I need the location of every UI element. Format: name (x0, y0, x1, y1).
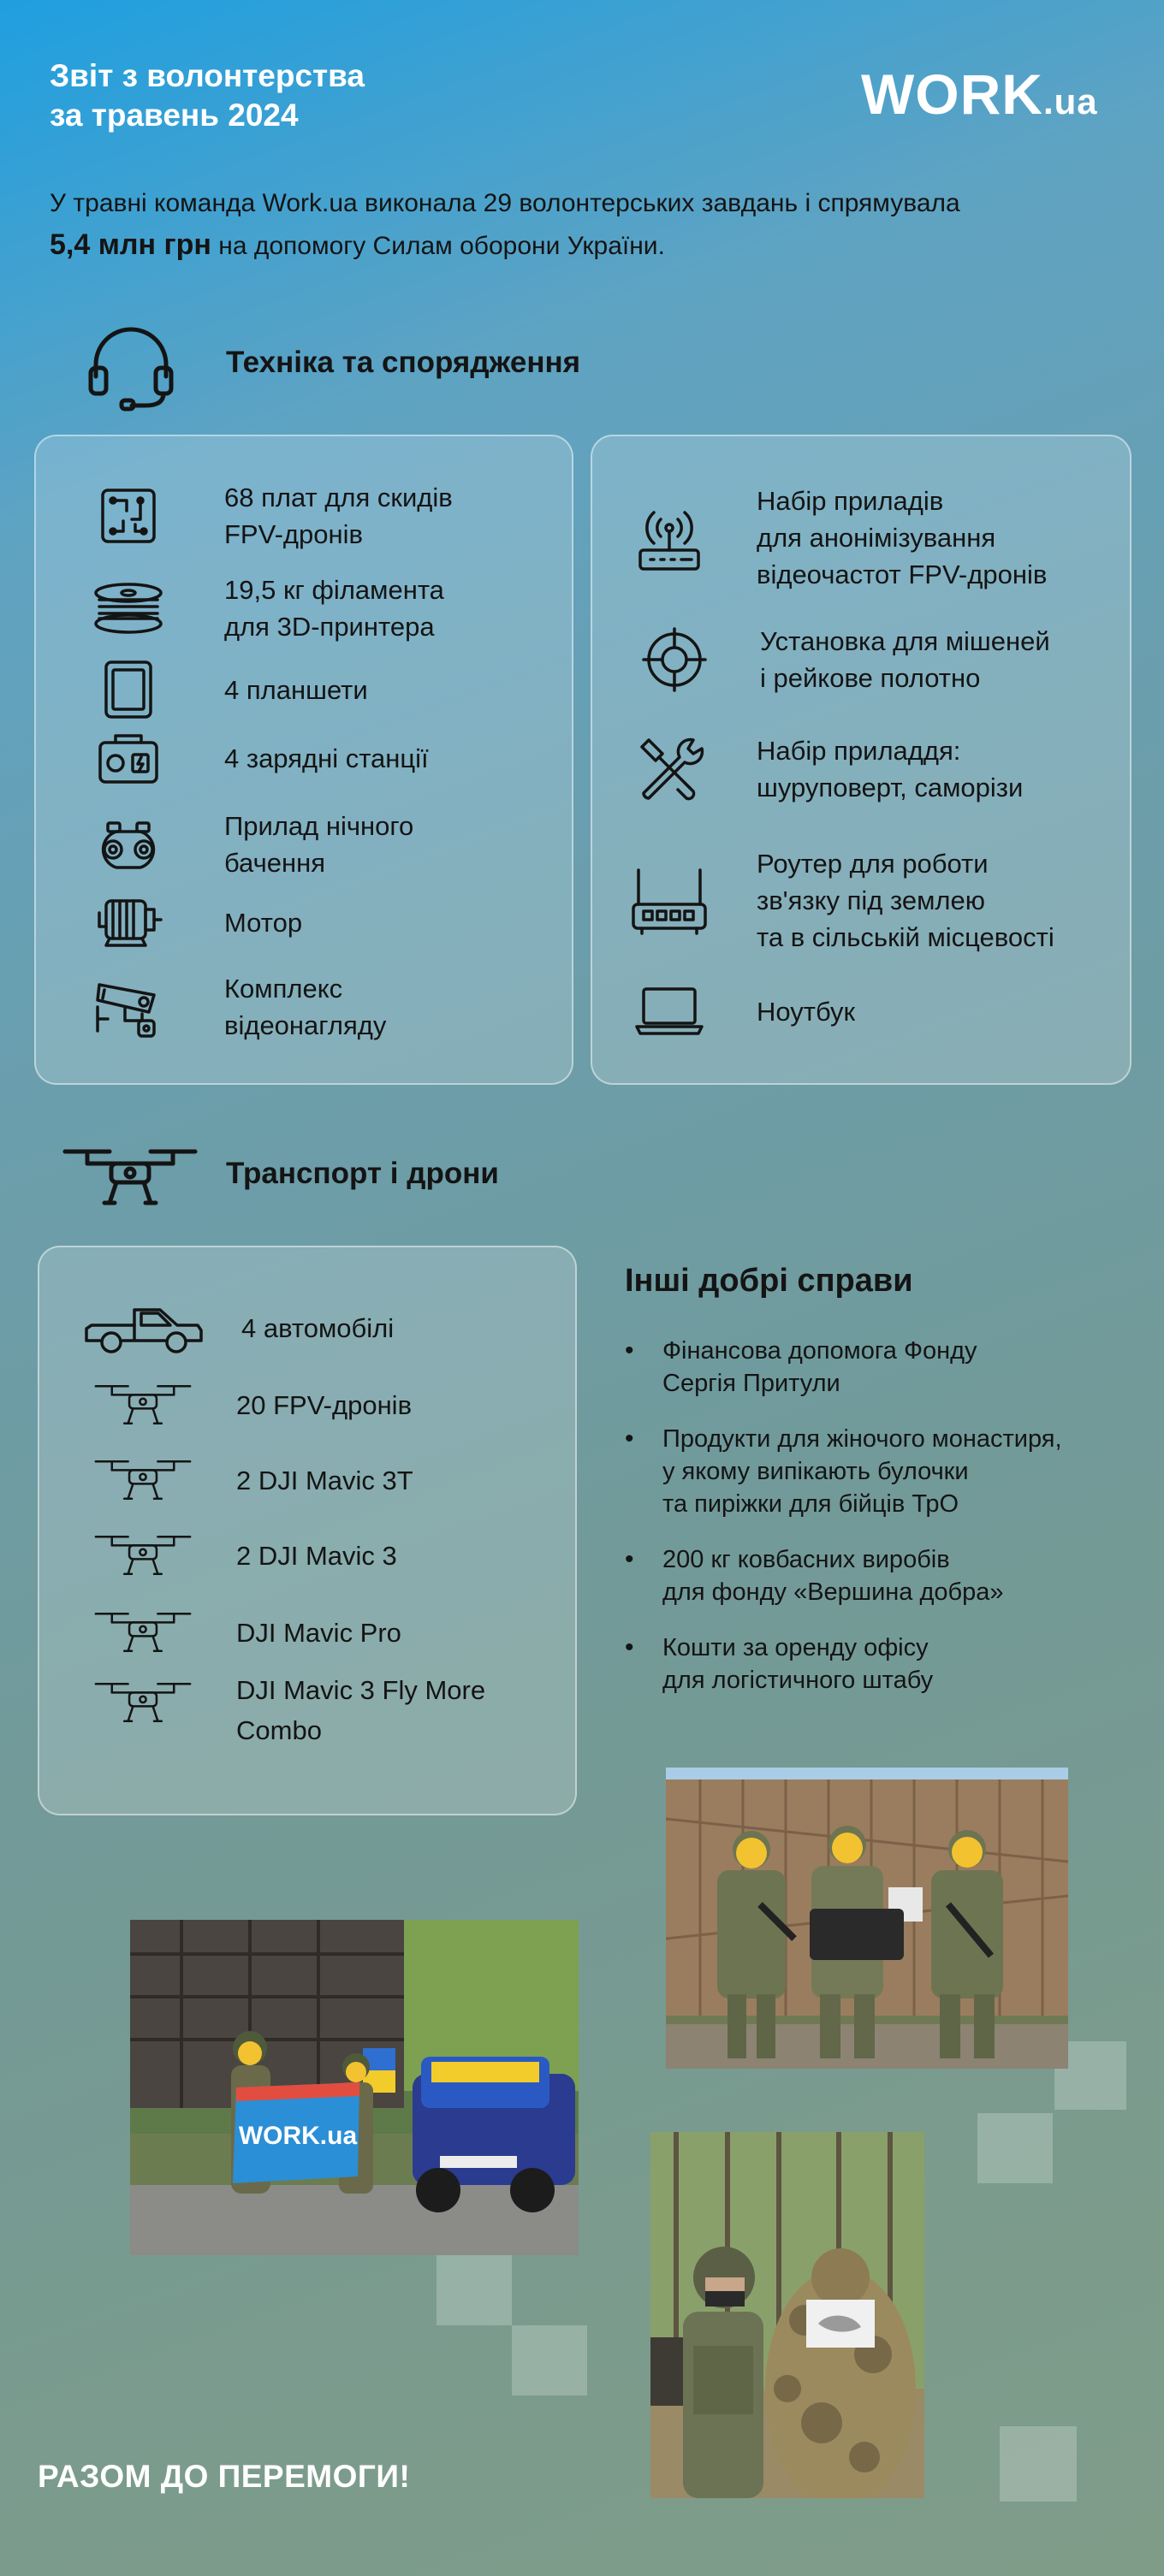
equipment-item-label: 4 планшети (224, 674, 368, 705)
equipment-item-tools (632, 732, 1023, 806)
footer-slogan: РАЗОМ ДО ПЕРЕМОГИ! (38, 2459, 411, 2494)
transport-item-mavic-pro (91, 1600, 401, 1665)
pickup-truck-icon (79, 1295, 207, 1360)
equipment-item-motor (89, 890, 302, 955)
decor-square (977, 2113, 1053, 2183)
report-title-line2: за травень 2024 (50, 98, 299, 133)
report-title-line1: Звіт з волонтерства (50, 58, 365, 93)
target-icon (635, 627, 714, 692)
equipment-item-label: Комплекс відеонагляду (224, 974, 387, 1040)
equipment-item-label: Набір приладів для анонімізування відеочастот FPV-дронів (757, 486, 1048, 589)
transport-item-mavic-3 (91, 1523, 397, 1588)
other-deed-item: • 200 кг ковбасних виробів для фонду «Вершина добра» (625, 1543, 1138, 1608)
tools-icon (632, 737, 710, 802)
transport-item-label: 2 DJI Mavic 3T (236, 1465, 413, 1495)
transport-item-label: DJI Mavic 3 Fly More Combo (236, 1675, 486, 1745)
drone-icon (91, 1372, 195, 1437)
equipment-item-label: Роутер для роботи зв'язку під землею та в сільській місцевості (757, 849, 1054, 952)
equipment-item-anonymizer (630, 483, 1047, 593)
report-title (50, 56, 365, 135)
equipment-item-boards (89, 479, 453, 553)
equipment-item-label: Ноутбук (757, 996, 856, 1027)
equipment-item-night-vision (89, 808, 413, 881)
transport-item-fpv (91, 1372, 412, 1437)
decor-square (512, 2325, 587, 2395)
banner-text: WORK.ua (238, 2122, 358, 2150)
transport-section-title: Транспорт і дрони (226, 1157, 499, 1190)
transport-item-label: 2 DJI Mavic 3 (236, 1540, 397, 1571)
photo-soldiers-fence (666, 1768, 1068, 2069)
logo-suffix-text: .ua (1042, 81, 1098, 121)
antenna-router-icon (630, 506, 709, 571)
workua-logo[interactable] (861, 60, 1098, 136)
night-vision-icon (89, 812, 168, 877)
tablet-icon (89, 657, 168, 722)
intro-text (50, 183, 1119, 267)
other-deeds-title: Інші добрі справи (625, 1263, 913, 1299)
equipment-item-router (630, 845, 1054, 956)
intro-text-before: У травні команда Work.ua виконала 29 волонтерських завдань і спрямувала (50, 189, 960, 217)
charging-station-icon (89, 725, 168, 791)
laptop-icon (630, 979, 709, 1044)
filament-spool-icon (89, 576, 168, 641)
equipment-item-target (635, 623, 1050, 696)
transport-item-label: DJI Mavic Pro (236, 1617, 401, 1648)
drone-icon (91, 1448, 195, 1513)
equipment-item-cctv (89, 970, 386, 1044)
motor-icon (89, 890, 168, 955)
transport-item-mavic-3t (91, 1448, 413, 1513)
photo-car-banner (130, 1920, 579, 2255)
equipment-item-label: Набір приладдя: шуруповерт, саморізи (757, 736, 1024, 802)
equipment-item-charging (89, 725, 429, 791)
transport-item-mavic-combo (91, 1677, 485, 1750)
equipment-item-label: 4 зарядні станції (224, 743, 429, 773)
other-deeds-list (625, 1335, 1138, 1720)
other-deed-item: • Фінансова допомога Фонду Сергія Притули (625, 1335, 1138, 1400)
transport-item-label: 4 автомобілі (241, 1312, 395, 1343)
drone-icon (91, 1523, 195, 1588)
drone-icon (91, 1677, 195, 1728)
equipment-item-label: 19,5 кг філамента для 3D-принтера (224, 575, 444, 642)
other-deed-item: • Продукти для жіночого монастиря, у якому випікають булочки та пиріжки для бійців ТрО (625, 1423, 1138, 1520)
cctv-camera-icon (89, 974, 168, 1039)
equipment-item-label: Прилад нічного бачення (224, 811, 414, 878)
transport-item-label: 20 FPV-дронів (236, 1389, 413, 1420)
equipment-item-label: 68 плат для скидів FPV-дронів (224, 483, 453, 549)
decor-square (1000, 2426, 1077, 2502)
drone-icon (62, 1145, 199, 1214)
equipment-item-tablets (89, 657, 368, 722)
circuit-board-icon (89, 483, 168, 548)
logo-main-text: WORK (861, 62, 1043, 126)
headset-icon (84, 323, 178, 417)
transport-item-cars (79, 1295, 394, 1360)
drone-icon (91, 1600, 195, 1665)
intro-amount: 5,4 млн грн (50, 228, 211, 261)
decor-square (436, 2253, 512, 2325)
equipment-item-label: Мотор (224, 907, 303, 938)
equipment-item-label: Установка для мішеней і рейкове полотно (760, 626, 1050, 693)
equipment-item-laptop (630, 979, 855, 1044)
equipment-item-filament (89, 571, 444, 645)
photo-soldiers-ghillie (650, 2132, 924, 2498)
router-icon (630, 868, 709, 933)
other-deed-item: • Кошти за оренду офісу для логістичного штабу (625, 1631, 1138, 1697)
intro-text-after: на допомогу Силам оборони України. (211, 232, 665, 260)
equipment-section-title: Техніка та спорядження (226, 346, 581, 379)
